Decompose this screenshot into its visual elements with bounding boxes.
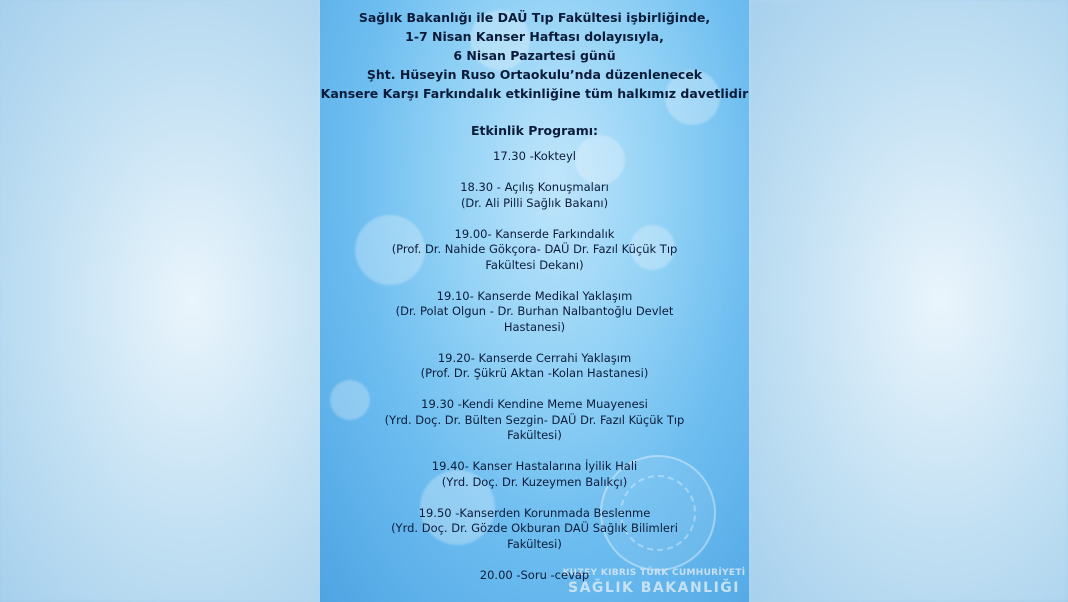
program-item-line: (Yrd. Doç. Dr. Bülten Sezgin- DAÜ Dr. Fazıl Küçük Tıp xyxy=(384,412,685,427)
program-title: Etkinlik Programı: xyxy=(470,123,598,138)
invitation-header xyxy=(320,8,749,103)
program-item-line: 19.00- Kanserde Farkındalık xyxy=(454,226,615,241)
header-line: Şht. Hüseyin Ruso Ortaokulu’nda düzenlenecek xyxy=(366,67,703,82)
program-item xyxy=(320,397,749,444)
program-item xyxy=(320,289,749,336)
program-item xyxy=(320,568,749,584)
header-line: Kansere Karşı Farkındalık etkinliğine tüm halkımız davetlidir xyxy=(320,86,749,101)
program-item xyxy=(320,180,749,211)
program-item-line: 19.50 -Kanserden Korunmada Beslenme xyxy=(418,505,651,520)
program-item-line: (Yrd. Doç. Dr. Gözde Okburan DAÜ Sağlık Bilimleri xyxy=(391,521,678,535)
program-item-line: (Dr. Ali Pilli Sağlık Bakanı) xyxy=(460,195,609,210)
ministry-name-text: SAĞLIK BAKANLIĞI xyxy=(568,580,740,596)
program-item-line: 20.00 -Soru -cevap xyxy=(479,567,590,582)
program-item-line: Fakültesi) xyxy=(507,428,562,442)
program-item-line: 19.10- Kanserde Medikal Yaklaşım xyxy=(436,288,633,303)
poster-text xyxy=(320,8,749,599)
program-item-line: (Dr. Polat Olgun - Dr. Burhan Nalbantoğlu Devlet xyxy=(395,304,674,318)
program-item xyxy=(320,351,749,382)
program-item-line: (Prof. Dr. Nahide Gökçora- DAÜ Dr. Fazıl Küçük Tıp xyxy=(391,242,678,256)
program-item-line: (Prof. Dr. Şükrü Aktan -Kolan Hastanesi) xyxy=(420,366,649,380)
ministry-country-text: KUZEY KIBRIS TÜRK CUMHURİYETİ xyxy=(562,568,746,578)
program-item-line: 19.40- Kanser Hastalarına İyilik Hali xyxy=(431,459,638,473)
program-list xyxy=(320,149,749,583)
program-item xyxy=(320,149,749,165)
program-item-line: Fakültesi) xyxy=(507,536,562,551)
header-line: Sağlık Bakanlığı ile DAÜ Tıp Fakültesi işbirliğinde, xyxy=(358,10,711,25)
program-item-line: 18.30 - Açılış Konuşmaları xyxy=(460,180,609,194)
program-item-line: 19.20- Kanserde Cerrahi Yaklaşım xyxy=(437,350,632,365)
program-item-line: Hastanesi) xyxy=(503,319,566,334)
program-item-line: 19.30 -Kendi Kendine Meme Muayenesi xyxy=(421,397,648,411)
blurred-background-right xyxy=(748,0,1068,602)
program-item-line: 17.30 -Kokteyl xyxy=(493,149,576,163)
program-item xyxy=(320,506,749,553)
header-line: 6 Nisan Pazartesi günü xyxy=(453,48,616,63)
program-item xyxy=(320,227,749,274)
program-item xyxy=(320,459,749,490)
program-item-line: (Yrd. Doç. Dr. Kuzeymen Balıkçı) xyxy=(441,474,628,489)
blurred-background-left xyxy=(0,0,320,602)
program-item-line: Fakültesi Dekanı) xyxy=(485,257,584,272)
header-line: 1-7 Nisan Kanser Haftası dolayısıyla, xyxy=(405,29,664,44)
